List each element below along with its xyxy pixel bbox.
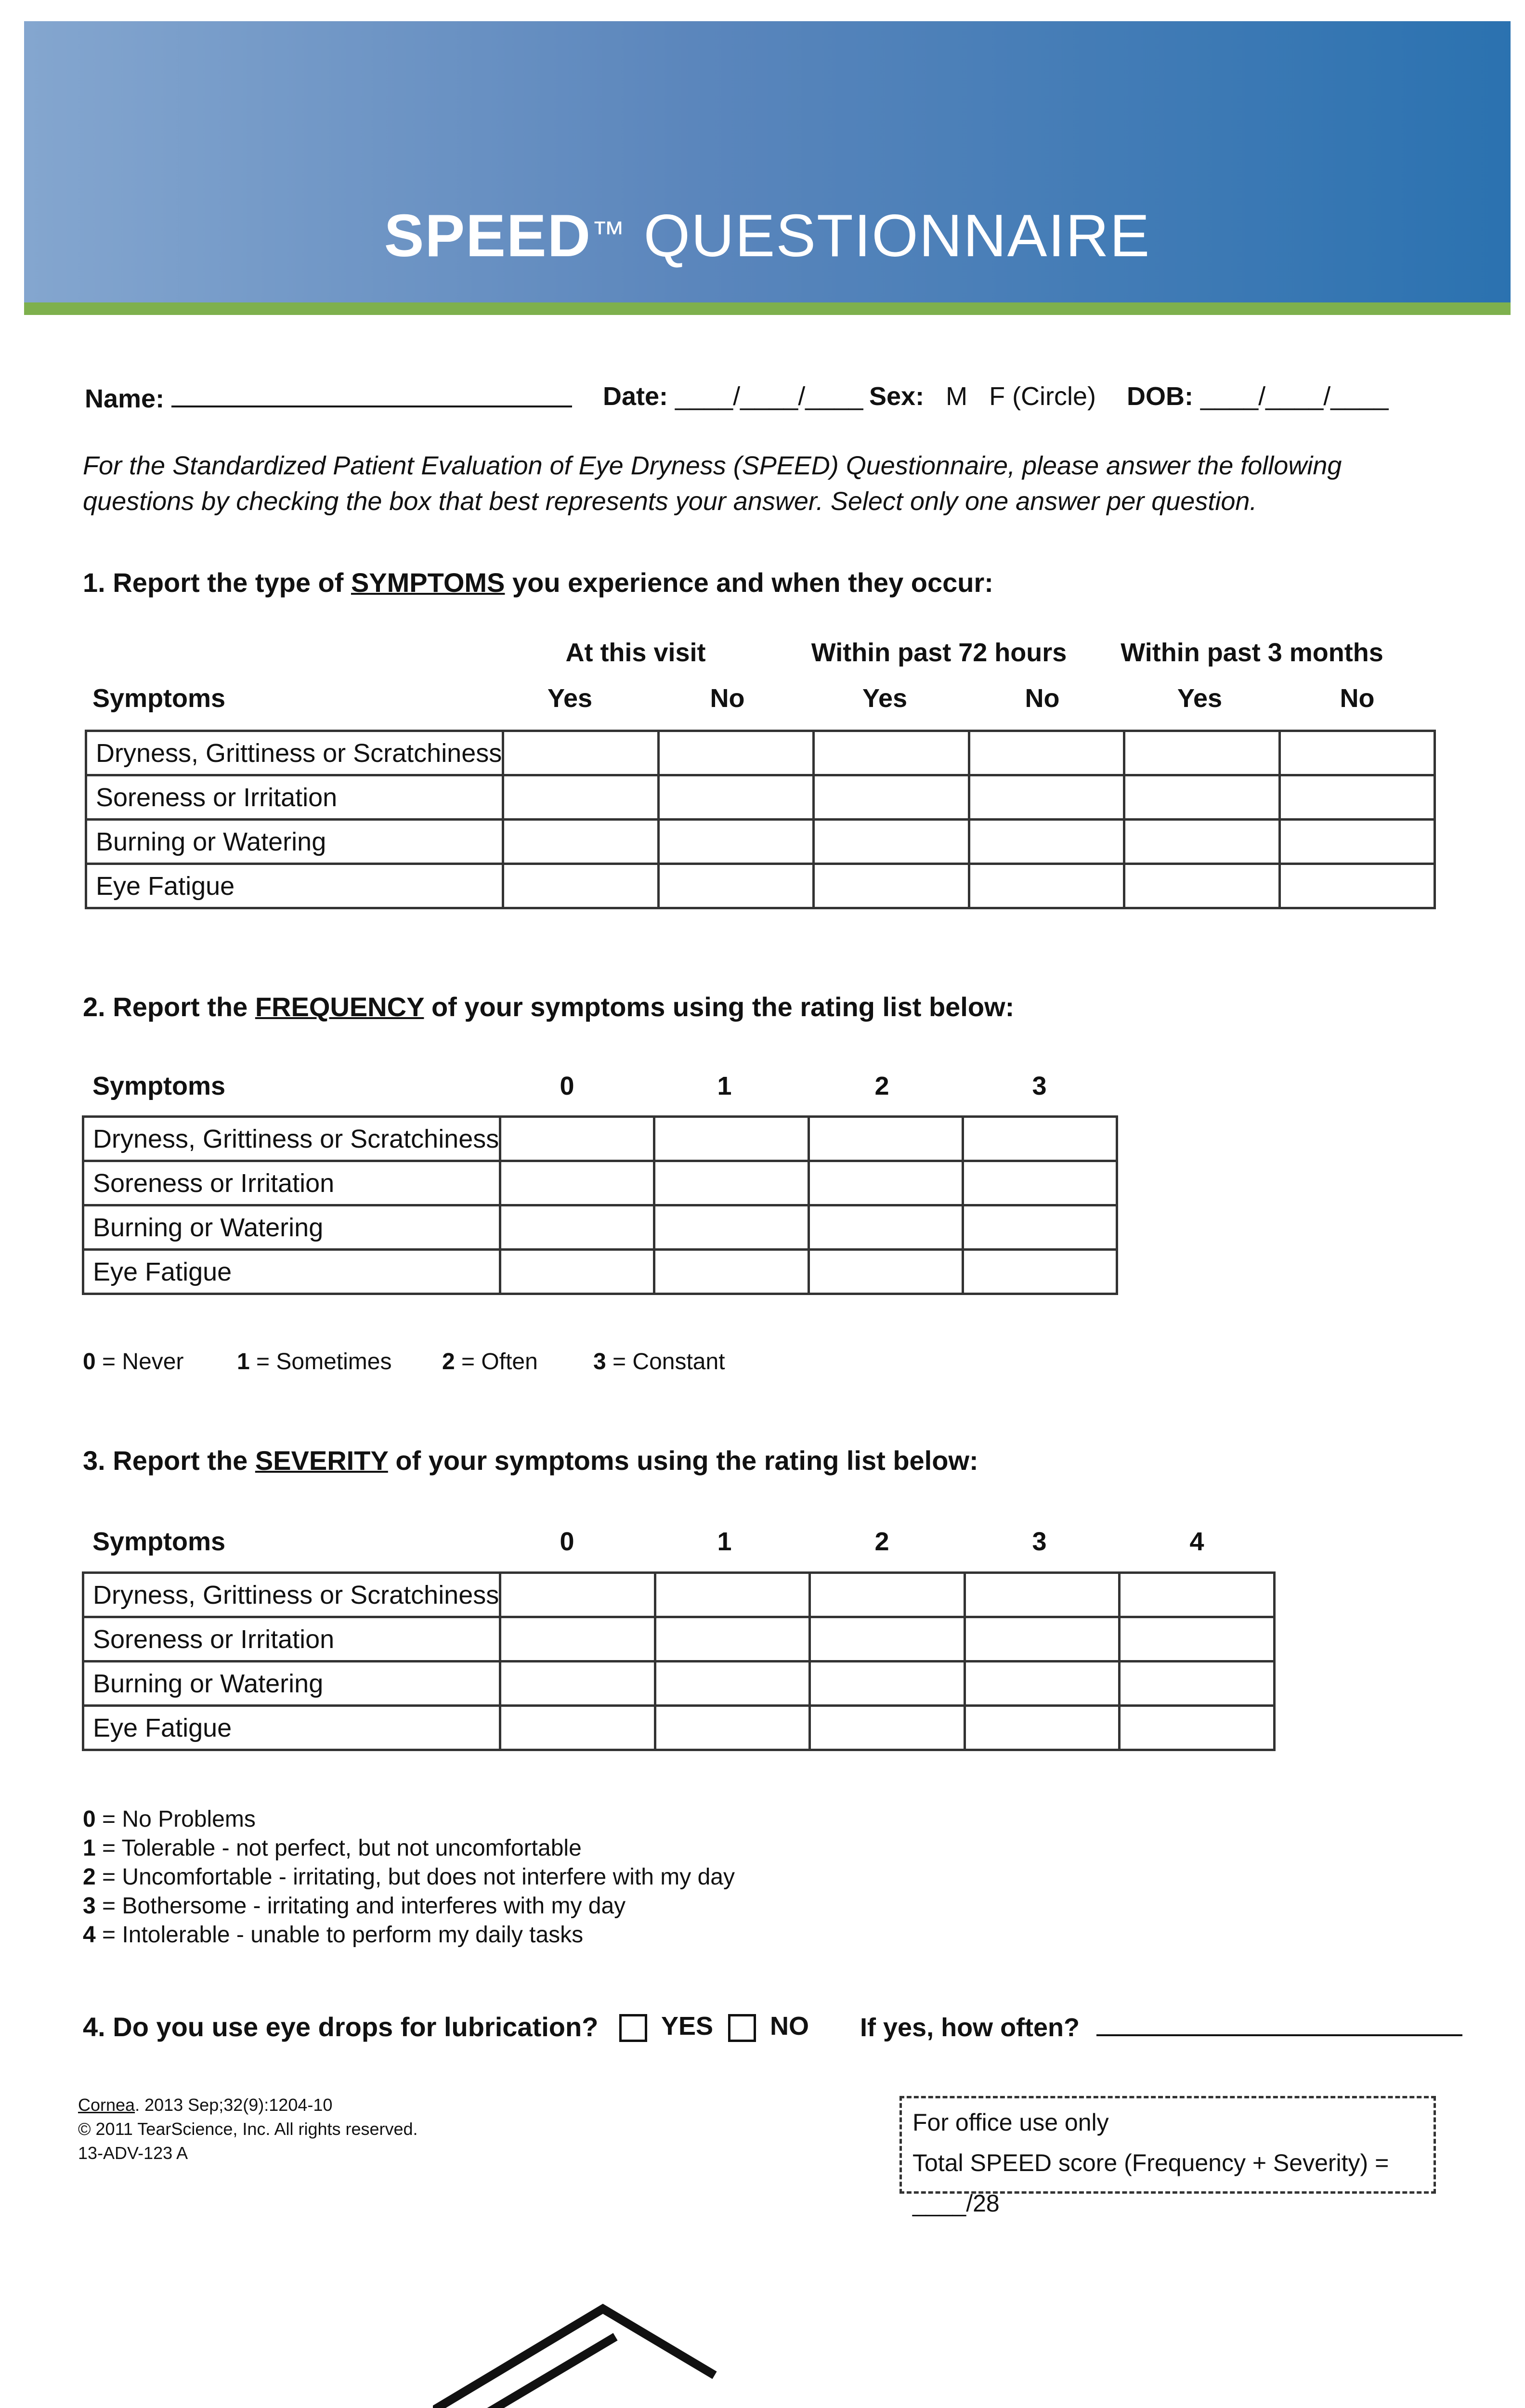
symptom-label: Soreness or Irritation (86, 775, 503, 820)
table-row (86, 820, 1435, 864)
dob-blank[interactable]: ____/____/____ (1200, 382, 1389, 411)
sex-label: Sex: (869, 382, 925, 411)
yes-label: YES (661, 2012, 714, 2041)
q1-keyword: SYMPTOMS (351, 567, 505, 598)
title-bold: SPEED (384, 203, 592, 269)
checkbox-cell[interactable] (963, 1161, 1117, 1205)
q1-prefix: 1. Report the type of (83, 567, 351, 598)
table-row (83, 1706, 1275, 1750)
checkbox-cell[interactable] (500, 1617, 655, 1662)
table-row (83, 1117, 1117, 1161)
q2-legend-0: 0 = Never (83, 1349, 184, 1374)
no-label: NO (770, 2012, 809, 2041)
checkbox-cell[interactable] (503, 731, 658, 775)
symptom-label: Burning or Watering (83, 1662, 500, 1706)
name-blank[interactable] (171, 380, 572, 407)
checkbox-cell[interactable] (500, 1706, 655, 1750)
q3-keyword: SEVERITY (255, 1445, 388, 1476)
symptom-label: Dryness, Grittiness or Scratchiness (86, 731, 503, 775)
footer-citation (78, 2093, 418, 2165)
q4-question: 4. Do you use eye drops for lubrication? (83, 2012, 599, 2042)
checkbox-cell[interactable] (969, 864, 1124, 908)
table-row (83, 1250, 1117, 1294)
checkbox-cell[interactable] (500, 1250, 654, 1294)
name-field[interactable] (85, 380, 572, 415)
checkbox-cell[interactable] (658, 864, 813, 908)
q2-scale-1: 1 (717, 1072, 732, 1100)
q2-scale-0: 0 (560, 1072, 574, 1100)
checkbox-cell[interactable] (810, 1706, 965, 1750)
q3-legend-4: 4 = Intolerable - unable to perform my daily tasks (83, 1922, 584, 1948)
journal-link[interactable]: Cornea (78, 2095, 135, 2115)
checkbox-cell[interactable] (808, 1161, 963, 1205)
checkbox-cell[interactable] (1120, 1617, 1275, 1662)
checkbox-cell[interactable] (1120, 1706, 1275, 1750)
checkbox-cell[interactable] (969, 775, 1124, 820)
followup-blank[interactable] (1096, 2009, 1462, 2036)
sex-field[interactable] (869, 380, 1096, 412)
table-row (83, 1662, 1275, 1706)
symptom-label: Eye Fatigue (86, 864, 503, 908)
symptom-label: Eye Fatigue (83, 1706, 500, 1750)
title-rest: QUESTIONNAIRE (626, 203, 1151, 269)
q2-suffix: of your symptoms using the rating list below: (424, 992, 1015, 1022)
checkbox-cell[interactable] (1279, 731, 1434, 775)
symptom-label: Dryness, Grittiness or Scratchiness (83, 1573, 500, 1617)
q2-legend-3: 3 = Constant (593, 1349, 725, 1374)
q2-table (82, 1115, 1118, 1295)
checkbox-cell[interactable] (500, 1662, 655, 1706)
checkbox-cell[interactable] (814, 864, 969, 908)
checkbox-cell[interactable] (965, 1706, 1120, 1750)
symptom-label: Dryness, Grittiness or Scratchiness (83, 1117, 500, 1161)
q1-no-72h: No (1025, 684, 1060, 713)
checkbox-cell[interactable] (1120, 1573, 1275, 1617)
checkbox-cell[interactable] (969, 731, 1124, 775)
date-label: Date: (603, 382, 668, 411)
checkbox-cell[interactable] (658, 775, 813, 820)
q1-symptoms-header: Symptoms (92, 684, 226, 713)
symptom-label: Soreness or Irritation (83, 1617, 500, 1662)
office-score-line: Total SPEED score (Frequency + Severity) = ____/28 (912, 2149, 1389, 2217)
checkbox-cell[interactable] (500, 1573, 655, 1617)
checkbox-cell[interactable] (963, 1250, 1117, 1294)
q3-title (83, 1444, 978, 1478)
name-label: Name: (85, 384, 165, 413)
sex-options[interactable]: M F (Circle) (946, 382, 1096, 411)
table-row (83, 1161, 1117, 1205)
checkbox-cell[interactable] (814, 775, 969, 820)
checkbox-cell[interactable] (654, 1161, 808, 1205)
checkbox-cell[interactable] (654, 1250, 808, 1294)
symptom-label: Burning or Watering (83, 1205, 500, 1250)
dob-field[interactable] (1127, 380, 1388, 412)
checkbox-cell[interactable] (810, 1662, 965, 1706)
checkbox-cell[interactable] (500, 1117, 654, 1161)
checkbox-cell[interactable] (658, 731, 813, 775)
q1-table (85, 730, 1436, 909)
q3-legend-1: 1 = Tolerable - not perfect, but not uncomfortable (83, 1835, 582, 1861)
q2-scale-2: 2 (874, 1072, 889, 1100)
q3-legend-0: 0 = No Problems (83, 1806, 256, 1832)
citation-text: . 2013 Sep;32(9):1204-10 (135, 2095, 333, 2115)
q4-yes-option[interactable] (619, 2009, 713, 2043)
followup-label: If yes, how often? (860, 2013, 1080, 2042)
checkbox-cell[interactable] (965, 1662, 1120, 1706)
checkbox-cell[interactable] (810, 1617, 965, 1662)
q2-symptoms-header: Symptoms (92, 1072, 226, 1100)
checkbox-cell[interactable] (503, 775, 658, 820)
mdpi-logo-mark (424, 2302, 1098, 2408)
table-row (86, 864, 1435, 908)
checkbox-cell[interactable] (655, 1617, 810, 1662)
office-line-1: For office use only (912, 2109, 1109, 2136)
q2-prefix: 2. Report the (83, 992, 255, 1022)
q3-legend (83, 1805, 735, 1950)
q1-group-3m: Within past 3 months (1121, 638, 1383, 667)
q1-suffix: you experience and when they occur: (505, 567, 993, 598)
symptom-label: Burning or Watering (86, 820, 503, 864)
checkbox-cell[interactable] (658, 820, 813, 864)
checkbox-cell[interactable] (808, 1250, 963, 1294)
checkbox-cell[interactable] (808, 1205, 963, 1250)
table-row (83, 1205, 1117, 1250)
q2-legend-1: 1 = Sometimes (237, 1349, 392, 1374)
office-use-box (899, 2096, 1436, 2217)
q3-legend-2: 2 = Uncomfortable - irritating, but does not interfere with my day (83, 1864, 735, 1890)
checkbox-cell[interactable] (814, 731, 969, 775)
checkbox-cell[interactable] (503, 820, 658, 864)
table-row (83, 1573, 1275, 1617)
checkbox-cell[interactable] (965, 1617, 1120, 1662)
title-trademark: ™ (591, 214, 626, 252)
checkbox-cell[interactable] (655, 1662, 810, 1706)
mdpi-logo (424, 2302, 1098, 2408)
q1-title (83, 566, 993, 600)
q4-followup[interactable] (860, 2009, 1462, 2044)
checkbox-cell[interactable] (654, 1117, 808, 1161)
table-row (83, 1617, 1275, 1662)
q1-yes-visit: Yes (547, 684, 593, 713)
symptom-label: Soreness or Irritation (83, 1161, 500, 1205)
checkbox-cell[interactable] (654, 1205, 808, 1250)
checkbox-cell[interactable] (1124, 820, 1279, 864)
checkbox-cell[interactable] (969, 820, 1124, 864)
dob-label: DOB: (1127, 382, 1193, 411)
checkbox-cell[interactable] (814, 820, 969, 864)
q1-group-at-visit: At this visit (565, 638, 706, 667)
checkbox-cell[interactable] (503, 864, 658, 908)
checkbox-cell[interactable] (810, 1573, 965, 1617)
checkbox-cell[interactable] (1124, 731, 1279, 775)
checkbox-cell[interactable] (1124, 864, 1279, 908)
q3-table (82, 1571, 1276, 1751)
checkbox-cell[interactable] (500, 1205, 654, 1250)
date-field[interactable] (603, 380, 863, 412)
document-code: 13-ADV-123 A (78, 2143, 188, 2163)
table-row (86, 775, 1435, 820)
checkbox-cell[interactable] (1279, 820, 1434, 864)
checkbox-cell[interactable] (655, 1706, 810, 1750)
checkbox-cell[interactable] (500, 1161, 654, 1205)
date-blank[interactable]: ____/____/____ (675, 382, 863, 411)
q3-suffix: of your symptoms using the rating list below: (388, 1445, 978, 1476)
q3-scale-0: 0 (560, 1527, 574, 1556)
q3-legend-3: 3 = Bothersome - irritating and interferes with my day (83, 1893, 626, 1919)
q1-no-visit: No (710, 684, 745, 713)
q1-yes-3m: Yes (1177, 684, 1223, 713)
q3-prefix: 3. Report the (83, 1445, 255, 1476)
header-accent-bar (24, 302, 1511, 315)
checkbox-cell[interactable] (1124, 775, 1279, 820)
no-checkbox[interactable] (728, 2014, 756, 2042)
instructions: For the Standardized Patient Evaluation of Eye Dryness (SPEED) Questionnaire, please answer the following questions by checking the box that best represents your answer. Select only one answer per question. (83, 451, 1342, 516)
symptom-label: Eye Fatigue (83, 1250, 500, 1294)
q3-scale-2: 2 (874, 1527, 889, 1556)
q2-keyword: FREQUENCY (255, 992, 424, 1022)
checkbox-cell[interactable] (963, 1205, 1117, 1250)
q2-scale-3: 3 (1032, 1072, 1047, 1100)
checkbox-cell[interactable] (1279, 775, 1434, 820)
q1-yes-72h: Yes (862, 684, 908, 713)
checkbox-cell[interactable] (1279, 864, 1434, 908)
q2-title (83, 990, 1014, 1024)
q1-group-72h: Within past 72 hours (811, 638, 1067, 667)
q3-scale-4: 4 (1189, 1527, 1204, 1556)
table-row (86, 731, 1435, 775)
q3-scale-3: 3 (1032, 1527, 1047, 1556)
copyright-text: © 2011 TearScience, Inc. All rights reserved. (78, 2119, 418, 2139)
q1-no-3m: No (1340, 684, 1375, 713)
q3-scale-1: 1 (717, 1527, 732, 1556)
q2-legend-2: 2 = Often (442, 1349, 538, 1374)
q4-no-option[interactable] (728, 2009, 809, 2043)
yes-checkbox[interactable] (619, 2014, 647, 2042)
checkbox-cell[interactable] (965, 1573, 1120, 1617)
checkbox-cell[interactable] (808, 1117, 963, 1161)
checkbox-cell[interactable] (655, 1573, 810, 1617)
page-title (24, 202, 1511, 270)
checkbox-cell[interactable] (963, 1117, 1117, 1161)
q3-symptoms-header: Symptoms (92, 1527, 226, 1556)
checkbox-cell[interactable] (1120, 1662, 1275, 1706)
